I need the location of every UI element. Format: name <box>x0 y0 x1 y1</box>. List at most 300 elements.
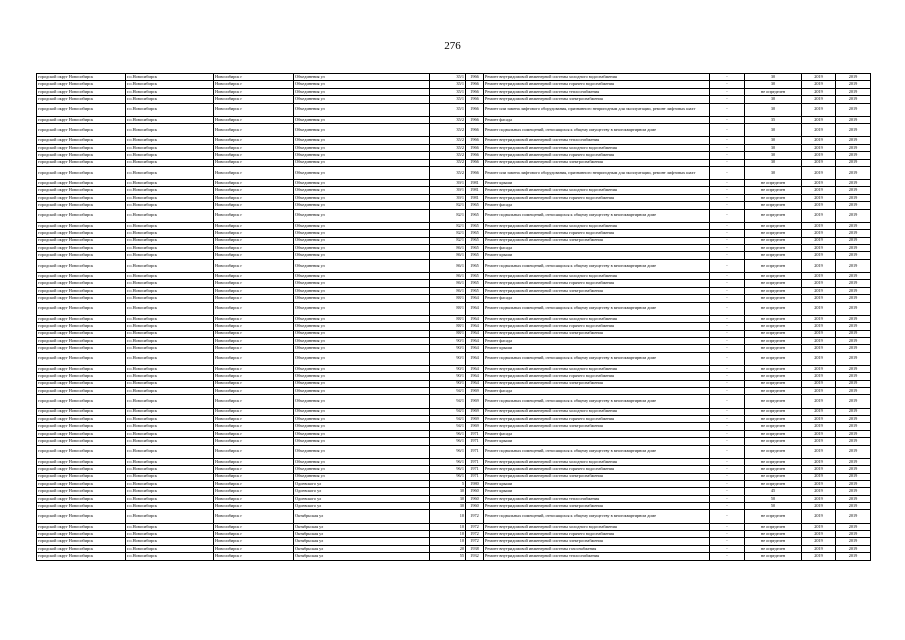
cell-build-year: 1966 <box>466 81 484 88</box>
table-row <box>37 352 871 365</box>
cell-year-start: 2019 <box>802 365 836 372</box>
cell-year-start: 2019 <box>802 272 836 279</box>
cell-municipality: г.о.Новосибирск <box>126 259 214 272</box>
table-row <box>37 252 871 259</box>
cell-cost: не определен <box>745 438 802 445</box>
cell-municipality: г.о.Новосибирск <box>126 416 214 423</box>
cell-house: 10 <box>430 510 466 523</box>
cell-dash: - <box>710 531 745 538</box>
cell-okrug: городской округ Новосибирск <box>37 302 126 315</box>
cell-build-year: 1971 <box>466 438 484 445</box>
cell-settlement: Новосибирск г <box>214 365 294 372</box>
cell-year-start: 2019 <box>802 152 836 159</box>
table-row <box>37 523 871 530</box>
cell-okrug: городской округ Новосибирск <box>37 137 126 144</box>
cell-work-type: Ремонт внутридомовой инженерной системы электроснабжения <box>484 237 710 244</box>
cell-settlement: Новосибирск г <box>214 538 294 545</box>
cell-build-year: 1964 <box>466 373 484 380</box>
cell-year-end: 2019 <box>836 245 871 252</box>
cell-settlement: Новосибирск г <box>214 302 294 315</box>
cell-settlement: Новосибирск г <box>214 295 294 302</box>
table-row <box>37 365 871 372</box>
cell-year-start: 2019 <box>802 445 836 458</box>
cell-settlement: Новосибирск г <box>214 438 294 445</box>
cell-year-end: 2019 <box>836 295 871 302</box>
cell-build-year: 1966 <box>466 124 484 137</box>
cell-cost: не определен <box>745 480 802 487</box>
cell-year-start: 2019 <box>802 237 836 244</box>
table-row <box>37 280 871 287</box>
table-row <box>37 538 871 545</box>
cell-street: Объединения ул <box>294 230 430 237</box>
cell-build-year: 1964 <box>466 337 484 344</box>
table-row <box>37 345 871 352</box>
cell-year-start: 2019 <box>802 124 836 137</box>
cell-settlement: Новосибирск г <box>214 458 294 465</box>
cell-cost: не определен <box>745 408 802 415</box>
cell-year-end: 2019 <box>836 103 871 116</box>
cell-municipality: г.о.Новосибирск <box>126 538 214 545</box>
cell-okrug: городской округ Новосибирск <box>37 323 126 330</box>
cell-dash: - <box>710 159 745 166</box>
cell-municipality: г.о.Новосибирск <box>126 74 214 81</box>
cell-build-year: 1965 <box>466 280 484 287</box>
cell-cost: 35 <box>745 116 802 123</box>
cell-build-year: 1969 <box>466 416 484 423</box>
cell-build-year: 1965 <box>466 230 484 237</box>
cell-work-type: Ремонт внутридомовой инженерной системы холодного водоснабжения <box>484 408 710 415</box>
table-row <box>37 503 871 510</box>
cell-build-year: 1971 <box>466 430 484 437</box>
cell-settlement: Новосибирск г <box>214 352 294 365</box>
cell-house: 94/1 <box>430 423 466 430</box>
cell-settlement: Новосибирск г <box>214 194 294 201</box>
cell-work-type: Ремонт внутридомовой инженерной системы холодного водоснабжения <box>484 315 710 322</box>
cell-municipality: г.о.Новосибирск <box>126 488 214 495</box>
cell-build-year: 1972 <box>466 531 484 538</box>
cell-build-year: 1960 <box>466 503 484 510</box>
cell-house: 20 <box>430 545 466 552</box>
cell-cost: 30 <box>745 144 802 151</box>
cell-street: Одоевского ул <box>294 480 430 487</box>
table-row <box>37 373 871 380</box>
cell-okrug: городской округ Новосибирск <box>37 373 126 380</box>
table-row <box>37 152 871 159</box>
cell-street: Объединения ул <box>294 352 430 365</box>
cell-year-end: 2019 <box>836 473 871 480</box>
cell-year-start: 2019 <box>802 194 836 201</box>
cell-dash: - <box>710 416 745 423</box>
cell-dash: - <box>710 202 745 209</box>
cell-cost: не определен <box>745 222 802 229</box>
cell-house: 86/1 <box>430 245 466 252</box>
cell-cost: не определен <box>745 538 802 545</box>
cell-settlement: Новосибирск г <box>214 144 294 151</box>
cell-dash: - <box>710 187 745 194</box>
cell-work-type: Ремонт подвальных помещений, относящихся к общему имуществу в многоквартирном доме <box>484 209 710 222</box>
cell-work-type: Ремонт внутридомовой инженерной системы газоснабжения <box>484 545 710 552</box>
cell-house: 94/1 <box>430 388 466 395</box>
cell-municipality: г.о.Новосибирск <box>126 245 214 252</box>
cell-dash: - <box>710 180 745 187</box>
cell-year-end: 2019 <box>836 180 871 187</box>
cell-house: 35/1 <box>430 88 466 95</box>
cell-okrug: городской округ Новосибирск <box>37 74 126 81</box>
cell-street: Объединения ул <box>294 259 430 272</box>
cell-dash: - <box>710 74 745 81</box>
cell-cost: не определен <box>745 458 802 465</box>
cell-municipality: г.о.Новосибирск <box>126 302 214 315</box>
cell-house: 90/1 <box>430 373 466 380</box>
cell-work-type: Ремонт фасада <box>484 202 710 209</box>
cell-okrug: городской округ Новосибирск <box>37 531 126 538</box>
cell-house: 10 <box>430 523 466 530</box>
cell-okrug: городской округ Новосибирск <box>37 295 126 302</box>
cell-cost: не определен <box>745 315 802 322</box>
cell-year-start: 2019 <box>802 187 836 194</box>
cell-dash: - <box>710 222 745 229</box>
cell-okrug: городской округ Новосибирск <box>37 88 126 95</box>
cell-year-end: 2019 <box>836 137 871 144</box>
cell-dash: - <box>710 553 745 560</box>
cell-settlement: Новосибирск г <box>214 152 294 159</box>
cell-year-start: 2019 <box>802 209 836 222</box>
cell-street: Объединения ул <box>294 473 430 480</box>
cell-settlement: Новосибирск г <box>214 388 294 395</box>
cell-year-end: 2019 <box>836 553 871 560</box>
table-row <box>37 245 871 252</box>
cell-year-end: 2019 <box>836 88 871 95</box>
cell-year-start: 2019 <box>802 287 836 294</box>
cell-year-start: 2019 <box>802 423 836 430</box>
cell-dash: - <box>710 458 745 465</box>
cell-year-end: 2019 <box>836 209 871 222</box>
cell-okrug: городской округ Новосибирск <box>37 503 126 510</box>
table-row <box>37 194 871 201</box>
cell-cost: не определен <box>745 187 802 194</box>
cell-okrug: городской округ Новосибирск <box>37 166 126 179</box>
cell-okrug: городской округ Новосибирск <box>37 466 126 473</box>
cell-okrug: городской округ Новосибирск <box>37 445 126 458</box>
cell-work-type: Ремонт внутридомовой инженерной системы горячего водоснабжения <box>484 194 710 201</box>
cell-year-end: 2019 <box>836 373 871 380</box>
cell-year-end: 2019 <box>836 302 871 315</box>
cell-okrug: городской округ Новосибирск <box>37 538 126 545</box>
cell-year-end: 2019 <box>836 330 871 337</box>
cell-settlement: Новосибирск г <box>214 202 294 209</box>
cell-build-year: 1966 <box>466 144 484 151</box>
cell-year-start: 2019 <box>802 510 836 523</box>
cell-build-year: 1964 <box>466 323 484 330</box>
cell-street: Одоевского ул <box>294 503 430 510</box>
cell-street: Объединения ул <box>294 408 430 415</box>
cell-year-start: 2019 <box>802 81 836 88</box>
cell-settlement: Новосибирск г <box>214 395 294 408</box>
cell-dash: - <box>710 252 745 259</box>
cell-work-type: Ремонт подвальных помещений, относящихся к общему имуществу в многоквартирном доме <box>484 352 710 365</box>
cell-street: Объединения ул <box>294 81 430 88</box>
cell-street: Объединения ул <box>294 380 430 387</box>
cell-dash: - <box>710 345 745 352</box>
table-row <box>37 388 871 395</box>
cell-year-end: 2019 <box>836 315 871 322</box>
table-row <box>37 180 871 187</box>
cell-cost: не определен <box>745 202 802 209</box>
cell-settlement: Новосибирск г <box>214 280 294 287</box>
cell-house: 90/1 <box>430 352 466 365</box>
cell-house: 35/1 <box>430 81 466 88</box>
cell-dash: - <box>710 538 745 545</box>
cell-dash: - <box>710 237 745 244</box>
cell-street: Объединения ул <box>294 416 430 423</box>
cell-build-year: 1964 <box>466 365 484 372</box>
cell-okrug: городской округ Новосибирск <box>37 209 126 222</box>
cell-street: Объединения ул <box>294 103 430 116</box>
cell-year-start: 2019 <box>802 202 836 209</box>
cell-okrug: городской округ Новосибирск <box>37 473 126 480</box>
cell-dash: - <box>710 230 745 237</box>
cell-work-type: Ремонт внутридомовой инженерной системы горячего водоснабжения <box>484 531 710 538</box>
table-row <box>37 124 871 137</box>
cell-house: 39/1 <box>430 194 466 201</box>
cell-cost: не определен <box>745 230 802 237</box>
cell-dash: - <box>710 523 745 530</box>
cell-build-year: 1972 <box>466 538 484 545</box>
cell-municipality: г.о.Новосибирск <box>126 495 214 502</box>
cell-work-type: Ремонт подвальных помещений, относящихся к общему имуществу в многоквартирном доме <box>484 510 710 523</box>
cell-year-end: 2019 <box>836 252 871 259</box>
cell-street: Объединения ул <box>294 252 430 259</box>
cell-house: 39/1 <box>430 180 466 187</box>
cell-dash: - <box>710 88 745 95</box>
cell-settlement: Новосибирск г <box>214 166 294 179</box>
cell-cost: 30 <box>745 152 802 159</box>
cell-house: 82/1 <box>430 222 466 229</box>
cell-street: Объединения ул <box>294 430 430 437</box>
cell-work-type: Ремонт внутридомовой инженерной системы холодного водоснабжения <box>484 365 710 372</box>
cell-dash: - <box>710 330 745 337</box>
cell-build-year: 1969 <box>466 423 484 430</box>
cell-municipality: г.о.Новосибирск <box>126 237 214 244</box>
cell-street: Объединения ул <box>294 287 430 294</box>
cell-okrug: городской округ Новосибирск <box>37 510 126 523</box>
cell-okrug: городской округ Новосибирск <box>37 272 126 279</box>
cell-cost: не определен <box>745 352 802 365</box>
cell-year-start: 2019 <box>802 473 836 480</box>
cell-cost: 30 <box>745 96 802 103</box>
cell-okrug: городской округ Новосибирск <box>37 553 126 560</box>
cell-dash: - <box>710 315 745 322</box>
cell-cost: 50 <box>745 503 802 510</box>
cell-work-type: Ремонт внутридомовой инженерной системы горячего водоснабжения <box>484 280 710 287</box>
cell-year-start: 2019 <box>802 137 836 144</box>
cell-settlement: Новосибирск г <box>214 245 294 252</box>
cell-municipality: г.о.Новосибирск <box>126 187 214 194</box>
cell-street: Объединения ул <box>294 74 430 81</box>
cell-municipality: г.о.Новосибирск <box>126 194 214 201</box>
cell-year-end: 2019 <box>836 352 871 365</box>
cell-year-end: 2019 <box>836 237 871 244</box>
cell-build-year: 1981 <box>466 194 484 201</box>
cell-year-start: 2019 <box>802 323 836 330</box>
cell-work-type: Ремонт или замена лифтового оборудования, признанного непригодным для эксплуатации, ремонт лифтовых шахт <box>484 103 710 116</box>
cell-year-start: 2019 <box>802 180 836 187</box>
cell-street: Объединения ул <box>294 237 430 244</box>
cell-year-end: 2019 <box>836 81 871 88</box>
cell-dash: - <box>710 510 745 523</box>
cell-year-start: 2019 <box>802 159 836 166</box>
cell-work-type: Ремонт подвальных помещений, относящихся к общему имуществу в многоквартирном доме <box>484 445 710 458</box>
cell-work-type: Ремонт фасада <box>484 337 710 344</box>
cell-year-start: 2019 <box>802 302 836 315</box>
cell-street: Объединения ул <box>294 152 430 159</box>
cell-work-type: Ремонт крыши <box>484 180 710 187</box>
cell-settlement: Новосибирск г <box>214 510 294 523</box>
cell-okrug: городской округ Новосибирск <box>37 187 126 194</box>
cell-dash: - <box>710 103 745 116</box>
cell-build-year: 1969 <box>466 395 484 408</box>
cell-build-year: 1966 <box>466 103 484 116</box>
cell-build-year: 1964 <box>466 345 484 352</box>
cell-house: 10 <box>430 531 466 538</box>
cell-okrug: городской округ Новосибирск <box>37 245 126 252</box>
cell-cost: не определен <box>745 323 802 330</box>
cell-dash: - <box>710 323 745 330</box>
table-row <box>37 330 871 337</box>
cell-year-start: 2019 <box>802 373 836 380</box>
cell-okrug: городской округ Новосибирск <box>37 438 126 445</box>
cell-street: Октябрьская ул <box>294 545 430 552</box>
cell-settlement: Новосибирск г <box>214 124 294 137</box>
cell-cost: 30 <box>745 137 802 144</box>
cell-settlement: Новосибирск г <box>214 495 294 502</box>
cell-build-year: 1972 <box>466 523 484 530</box>
cell-okrug: городской округ Новосибирск <box>37 124 126 137</box>
cell-dash: - <box>710 480 745 487</box>
cell-settlement: Новосибирск г <box>214 96 294 103</box>
cell-street: Объединения ул <box>294 295 430 302</box>
cell-work-type: Ремонт внутридомовой инженерной системы горячего водоснабжения <box>484 373 710 380</box>
cell-year-end: 2019 <box>836 416 871 423</box>
cell-street: Объединения ул <box>294 166 430 179</box>
cell-cost: не определен <box>745 337 802 344</box>
cell-work-type: Ремонт фасада <box>484 430 710 437</box>
cell-dash: - <box>710 259 745 272</box>
table-row <box>37 488 871 495</box>
cell-work-type: Ремонт внутридомовой инженерной системы электроснабжения <box>484 473 710 480</box>
cell-year-end: 2019 <box>836 466 871 473</box>
cell-build-year: 1965 <box>466 272 484 279</box>
cell-house: 90/1 <box>430 337 466 344</box>
cell-year-end: 2019 <box>836 503 871 510</box>
cell-work-type: Ремонт фасада <box>484 388 710 395</box>
cell-municipality: г.о.Новосибирск <box>126 480 214 487</box>
cell-municipality: г.о.Новосибирск <box>126 88 214 95</box>
cell-year-end: 2019 <box>836 96 871 103</box>
cell-municipality: г.о.Новосибирск <box>126 124 214 137</box>
table-row <box>37 259 871 272</box>
cell-year-start: 2019 <box>802 545 836 552</box>
cell-street: Объединения ул <box>294 222 430 229</box>
cell-municipality: г.о.Новосибирск <box>126 295 214 302</box>
cell-year-end: 2019 <box>836 395 871 408</box>
cell-house: 86/1 <box>430 280 466 287</box>
cell-okrug: городской округ Новосибирск <box>37 488 126 495</box>
cell-year-start: 2019 <box>802 388 836 395</box>
cell-settlement: Новосибирск г <box>214 430 294 437</box>
cell-house: 82/1 <box>430 209 466 222</box>
cell-street: Объединения ул <box>294 458 430 465</box>
cell-dash: - <box>710 365 745 372</box>
cell-okrug: городской округ Новосибирск <box>37 259 126 272</box>
cell-municipality: г.о.Новосибирск <box>126 545 214 552</box>
cell-dash: - <box>710 395 745 408</box>
cell-dash: - <box>710 209 745 222</box>
cell-dash: - <box>710 194 745 201</box>
cell-dash: - <box>710 423 745 430</box>
cell-okrug: городской округ Новосибирск <box>37 545 126 552</box>
cell-dash: - <box>710 287 745 294</box>
cell-settlement: Новосибирск г <box>214 337 294 344</box>
cell-year-start: 2019 <box>802 103 836 116</box>
cell-okrug: городской округ Новосибирск <box>37 237 126 244</box>
cell-year-end: 2019 <box>836 74 871 81</box>
cell-settlement: Новосибирск г <box>214 488 294 495</box>
cell-dash: - <box>710 352 745 365</box>
cell-work-type: Ремонт подвальных помещений, относящихся к общему имуществу в многоквартирном доме <box>484 259 710 272</box>
cell-house: 96/1 <box>430 473 466 480</box>
table-row <box>37 272 871 279</box>
cell-okrug: городской округ Новосибирск <box>37 480 126 487</box>
cell-house: 94/1 <box>430 416 466 423</box>
cell-build-year: 1981 <box>466 180 484 187</box>
cell-year-start: 2019 <box>802 280 836 287</box>
cell-okrug: городской округ Новосибирск <box>37 416 126 423</box>
cell-okrug: городской округ Новосибирск <box>37 523 126 530</box>
table-row <box>37 531 871 538</box>
cell-dash: - <box>710 302 745 315</box>
cell-municipality: г.о.Новосибирск <box>126 209 214 222</box>
cell-settlement: Новосибирск г <box>214 380 294 387</box>
cell-work-type: Ремонт внутридомовой инженерной системы электроснабжения <box>484 538 710 545</box>
cell-okrug: городской округ Новосибирск <box>37 408 126 415</box>
cell-work-type: Ремонт крыши <box>484 480 710 487</box>
cell-municipality: г.о.Новосибирск <box>126 523 214 530</box>
cell-year-start: 2019 <box>802 553 836 560</box>
cell-street: Объединения ул <box>294 388 430 395</box>
table-row <box>37 103 871 116</box>
cell-house: 88/1 <box>430 330 466 337</box>
cell-house: 90/1 <box>430 365 466 372</box>
cell-street: Объединения ул <box>294 209 430 222</box>
cell-year-start: 2019 <box>802 488 836 495</box>
cell-build-year: 1966 <box>466 96 484 103</box>
cell-dash: - <box>710 137 745 144</box>
table-row <box>37 473 871 480</box>
cell-year-start: 2019 <box>802 466 836 473</box>
cell-dash: - <box>710 388 745 395</box>
cell-work-type: Ремонт крыши <box>484 488 710 495</box>
cell-house: 96/1 <box>430 445 466 458</box>
cell-settlement: Новосибирск г <box>214 315 294 322</box>
cell-cost: не определен <box>745 330 802 337</box>
cell-settlement: Новосибирск г <box>214 187 294 194</box>
table-row <box>37 395 871 408</box>
cell-street: Объединения ул <box>294 159 430 166</box>
cell-year-start: 2019 <box>802 222 836 229</box>
cell-dash: - <box>710 81 745 88</box>
cell-work-type: Ремонт внутридомовой инженерной системы электроснабжения <box>484 287 710 294</box>
